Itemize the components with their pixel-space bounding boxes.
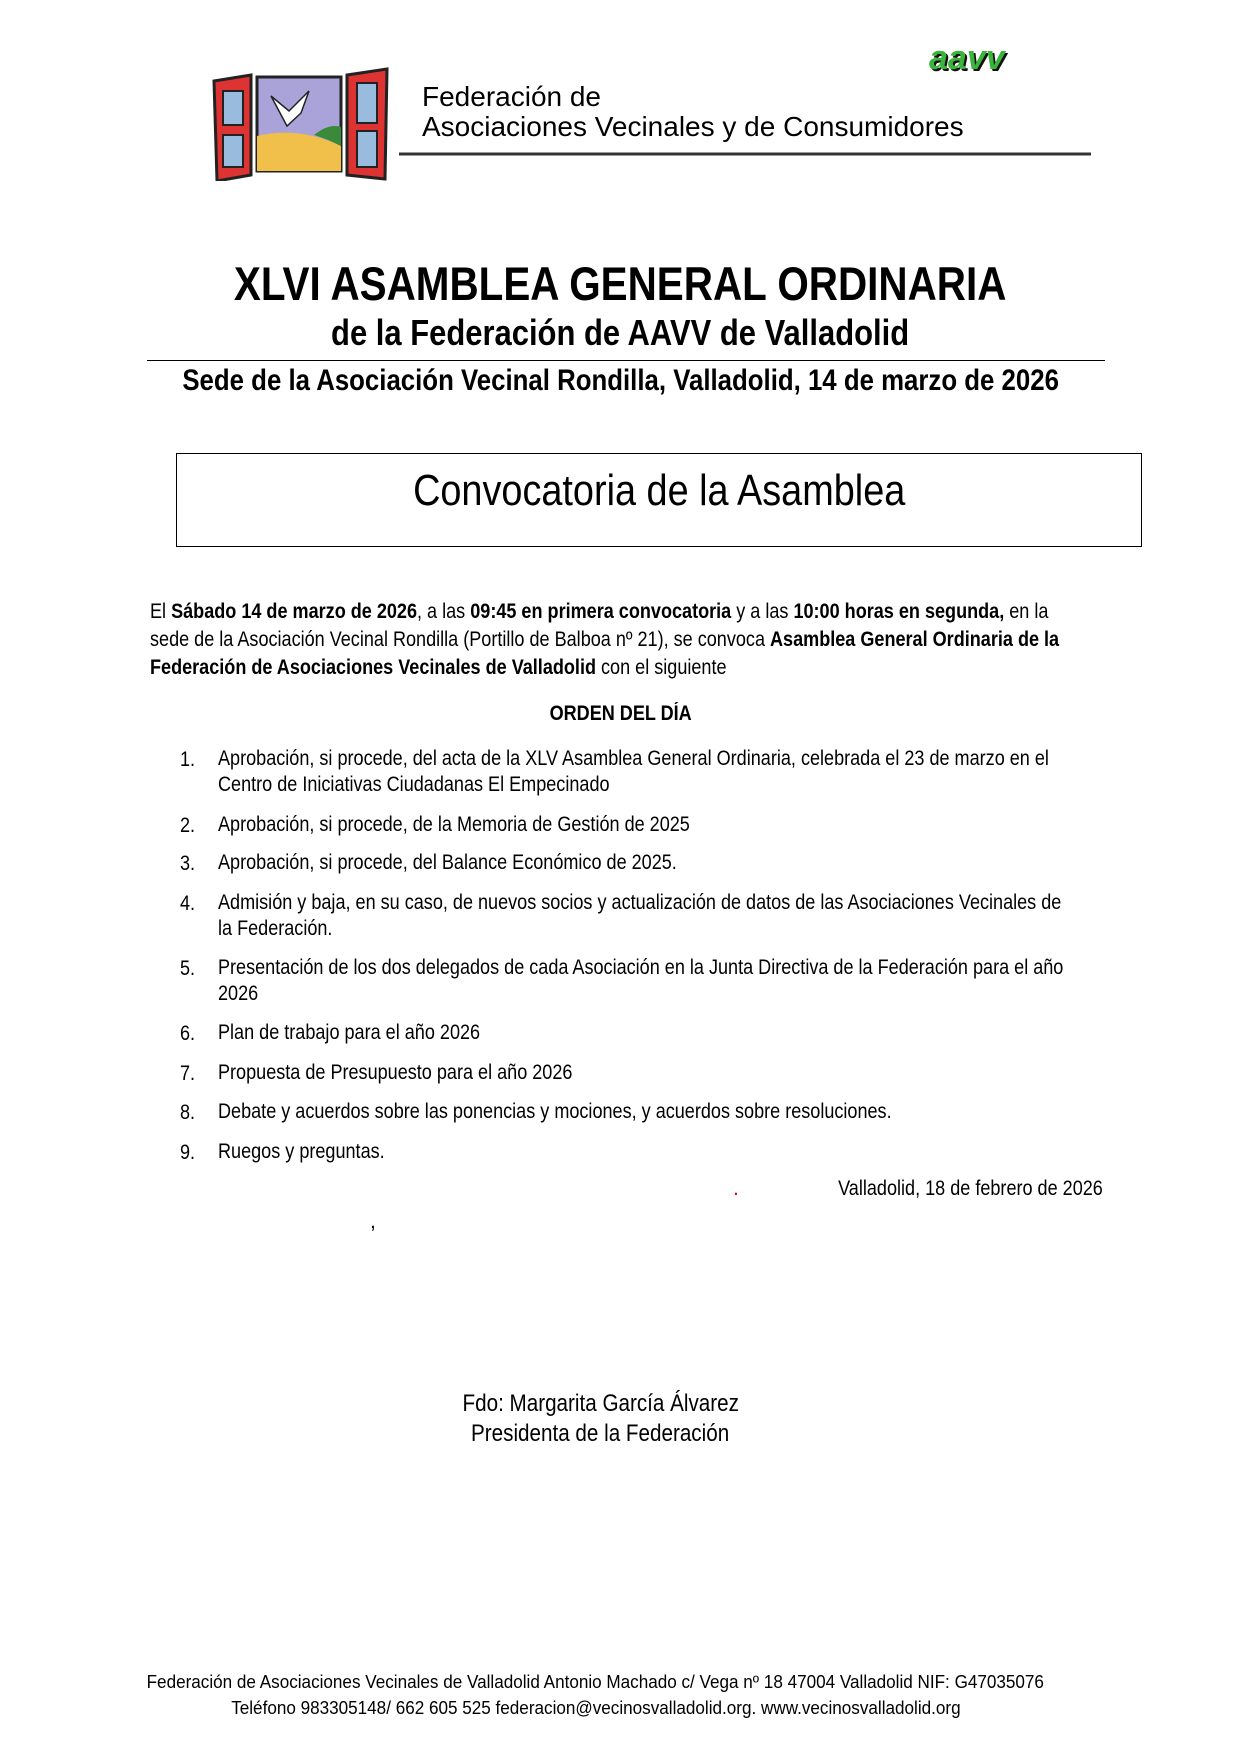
stray-dot: . <box>733 1177 739 1200</box>
agenda-item-text: Propuesta de Presupuesto para el año 2026 <box>218 1061 573 1084</box>
intro-text-segment: El <box>150 600 172 623</box>
intro-text-segment: Sábado 14 de marzo de 2026 <box>171 600 418 623</box>
agenda-item-number: 6. <box>180 1022 196 1045</box>
agenda-item-text: Plan de trabajo para el año 2026 <box>218 1021 481 1044</box>
date-line: Valladolid, 18 de febrero de 2026 <box>838 1177 1103 1200</box>
intro-text-segment: Federación de Asociaciones Vecinales de Valladolid <box>150 656 597 679</box>
signature-name: Fdo: Margarita García Álvarez <box>462 1390 739 1417</box>
intro-text-segment: en la <box>1004 600 1049 623</box>
signature-role: Presidenta de la Federación <box>471 1420 730 1447</box>
intro-text-segment: con el siguiente <box>596 656 727 679</box>
agenda-item-text: Aprobación, si procede, del acta de la XLV Asamblea General Ordinaria, celebrada el 23 de marzo en el <box>218 747 1049 770</box>
agenda-item-number: 8. <box>180 1101 196 1124</box>
agenda-item-text: Centro de Iniciativas Ciudadanas El Empecinado <box>218 773 610 796</box>
intro-text-segment: 09:45 en primera convocatoria <box>470 600 732 623</box>
agenda-item-text: Admisión y baja, en su caso, de nuevos socios y actualización de datos de las Asociaciones Vecinales de <box>218 891 1062 914</box>
agenda-item-number: 5. <box>180 957 196 980</box>
agenda-heading: ORDEN DEL DÍA <box>549 702 692 725</box>
agenda-item-text: Aprobación, si procede, de la Memoria de Gestión de 2025 <box>218 813 690 836</box>
main-title: XLVI ASAMBLEA GENERAL ORDINARIA <box>234 257 1007 310</box>
title-divider <box>147 360 1105 361</box>
agenda-item-number: 7. <box>180 1062 196 1085</box>
intro-line-3 <box>150 654 727 682</box>
stray-comma: , <box>370 1210 376 1233</box>
agenda-item-text: la Federación. <box>218 917 333 940</box>
logo-text-line2: Asociaciones Vecinales y de Consumidores <box>422 111 964 142</box>
agenda-item-text: Aprobación, si procede, del Balance Económico de 2025. <box>218 851 677 874</box>
federation-logo <box>209 39 1100 181</box>
agenda-item-number: 9. <box>180 1141 196 1164</box>
agenda-item-text: Ruegos y preguntas. <box>218 1140 385 1163</box>
logo-text-line1: Federación de <box>422 81 602 112</box>
agenda-item-text: Presentación de los dos delegados de cada Asociación en la Junta Directiva de la Federación para el año <box>218 956 1064 979</box>
agenda-item-number: 3. <box>180 852 196 875</box>
intro-text-segment: sede de la Asociación Vecinal Rondilla (Portillo de Balboa nº 21), se convoca <box>150 628 771 651</box>
intro-line-2 <box>150 626 1059 654</box>
agenda-item-text: 2026 <box>218 982 259 1005</box>
footer-address: Federación de Asociaciones Vecinales de Valladolid Antonio Machado c/ Vega nº 18 47004 Valladolid NIF: G47035076 <box>146 1672 1045 1692</box>
agenda-item-number: 1. <box>180 748 196 771</box>
footer-contact: Teléfono 983305148/ 662 605 525 federacion@vecinosvalladolid.org. www.vecinosvalladolid.org <box>230 1698 961 1718</box>
intro-text-segment: y a las <box>731 600 794 623</box>
agenda-item-number: 4. <box>180 892 196 915</box>
intro-text-segment: Asamblea General Ordinaria de la <box>770 628 1060 651</box>
intro-text-segment: , a las <box>417 600 471 623</box>
aavv-badge: aavv <box>929 39 1005 77</box>
intro-paragraph <box>150 598 1241 682</box>
box-heading: Convocatoria de la Asamblea <box>413 466 906 515</box>
intro-text-segment: 10:00 horas en segunda, <box>793 600 1005 623</box>
agenda-item-number: 2. <box>180 814 196 837</box>
venue-line: Sede de la Asociación Vecinal Rondilla, Valladolid, 14 de marzo de 2026 <box>182 364 1059 397</box>
agenda-item-text: Debate y acuerdos sobre las ponencias y mociones, y acuerdos sobre resoluciones. <box>218 1100 892 1123</box>
sub-title: de la Federación de AAVV de Valladolid <box>331 312 910 353</box>
intro-line-1 <box>150 598 1048 626</box>
